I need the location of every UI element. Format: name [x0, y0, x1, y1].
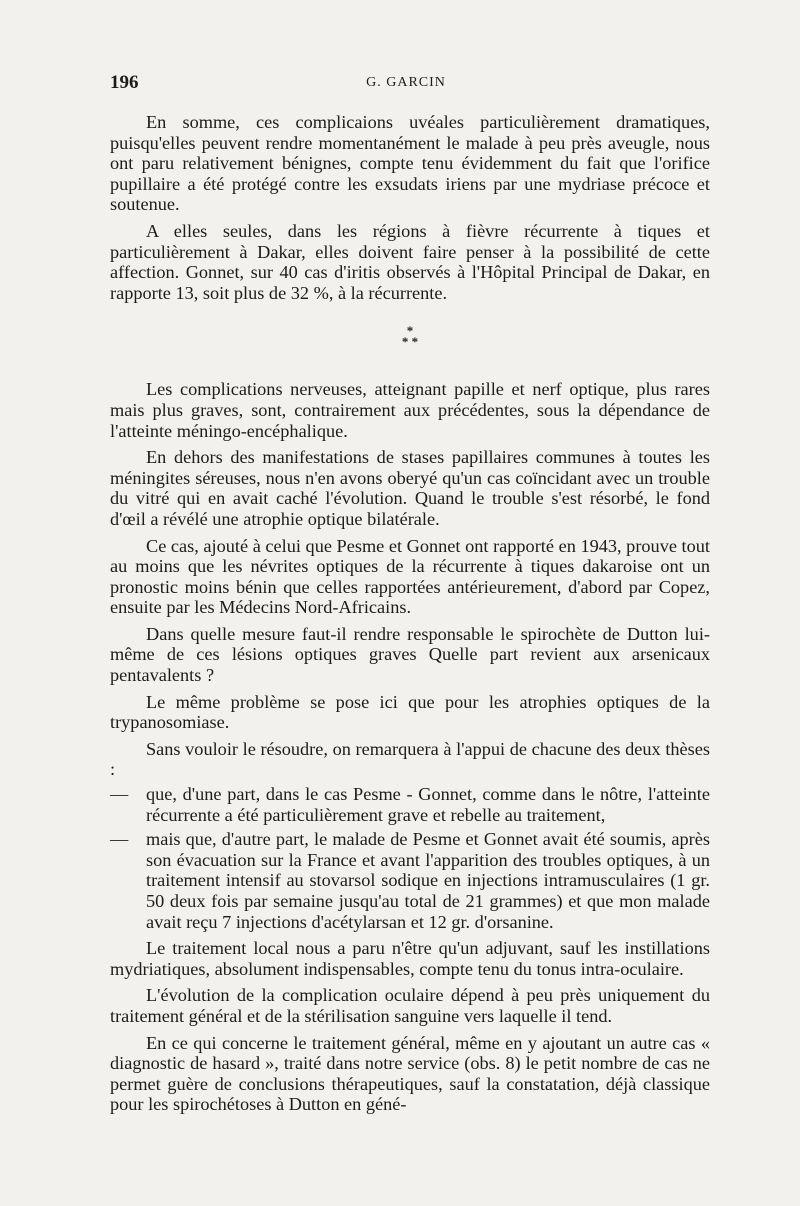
paragraph: L'évolution de la complication oculaire dépend à peu près uniquement du traitement général et de la stérilisation sanguine vers laquelle il tend. [110, 985, 710, 1026]
page-header [110, 72, 702, 102]
paragraph: Sans vouloir le résoudre, on remarquera à l'appui de chacune des deux thèses : [110, 738, 710, 780]
separator-star-top: * [406, 323, 414, 339]
section-separator [110, 319, 710, 379]
list-item [110, 829, 710, 932]
list-item [110, 784, 710, 825]
list-marker: — [110, 829, 129, 850]
list-marker: — [110, 784, 129, 805]
paragraph: Dans quelle mesure faut-il rendre responsable le spirochète de Dutton lui-même de ces lésions optiques graves Quelle part revient aux arsenicaux pentavalents ? [110, 623, 710, 686]
body-text [110, 112, 710, 1115]
paragraph: En somme, ces complicaions uvéales particulièrement dramatiques, puisqu'elles peuvent rendre momentanément le malade à peu près aveugle, nous ont paru relativement bénignes, compte tenu évidemment du fait que l'orifice pupillaire a été protégé contre les exsudats iriens par une mydriase précoce et soutenue. [110, 112, 710, 215]
paragraph: En ce qui concerne le traitement général, même en y ajoutant un autre cas « diagnostic de hasard », traité dans notre service (obs. 8) le petit nombre de cas ne permet guère de conclusions thérapeutiques, sauf la constatation, déjà classique pour les spirochétoses à Dutton en géné- [110, 1032, 710, 1115]
list-item-text: mais que, d'autre part, le malade de Pesme et Gonnet avait été soumis, après son évacuation sur la France et avant l'apparition des troubles optiques, à un traitement intensif au stovarsol sodique en injections intramusculaires (1 gr. 50 deux fois par semaine jusqu'au total de 21 grammes) et que mon malade avait reçu 7 injections d'acétylarsan et 12 gr. d'orsanine. [146, 829, 710, 932]
paragraph: En dehors des manifestations de stases papillaires communes à toutes les méningites séreuses, nous n'en avons oberyé qu'un cas coïncidant avec un trouble du vitré qui en avait caché l'évolution. Quand le trouble s'est résorbé, le fond d'œil a révélé une atrophie optique bilatérale. [110, 447, 710, 529]
paragraph: Les complications nerveuses, atteignant papille et nerf optique, plus rares mais plus graves, sont, contrairement aux précédentes, sous la dépendance de l'atteinte méningo-encéphalique. [110, 379, 710, 441]
list-item-text: que, d'une part, dans le cas Pesme - Gonnet, comme dans le nôtre, l'atteinte récurrente a été particulièrement grave et rebelle au traitement, [146, 784, 710, 825]
running-head: G. GARCIN [366, 75, 446, 90]
paragraph: Le même problème se pose ici que pour les atrophies optiques de la trypanosomiase. [110, 691, 710, 733]
paragraph: Le traitement local nous a paru n'être qu'un adjuvant, sauf les instillations mydriatiques, absolument indispensables, compte tenu du tonus intra-oculaire. [110, 938, 710, 979]
paragraph: Ce cas, ajouté à celui que Pesme et Gonnet ont rapporté en 1943, prouve tout au moins que les névrites optiques de la récurrente à tiques dakaroise ont un pronostic moins bénin que celles rapportées antérieurement, d'abord par Copez, ensuite par les Médecins Nord-Africains. [110, 535, 710, 618]
separator-star-bottom: * * [401, 334, 419, 350]
page-number: 196 [110, 72, 139, 93]
paragraph: A elles seules, dans les régions à fièvre récurrente à tiques et particulièrement à Dakar, elles doivent faire penser à la possibilité de cette affection. Gonnet, sur 40 cas d'iritis observés à l'Hôpital Principal de Dakar, en rapporte 13, soit plus de 32 %, à la récurrente. [110, 220, 710, 303]
